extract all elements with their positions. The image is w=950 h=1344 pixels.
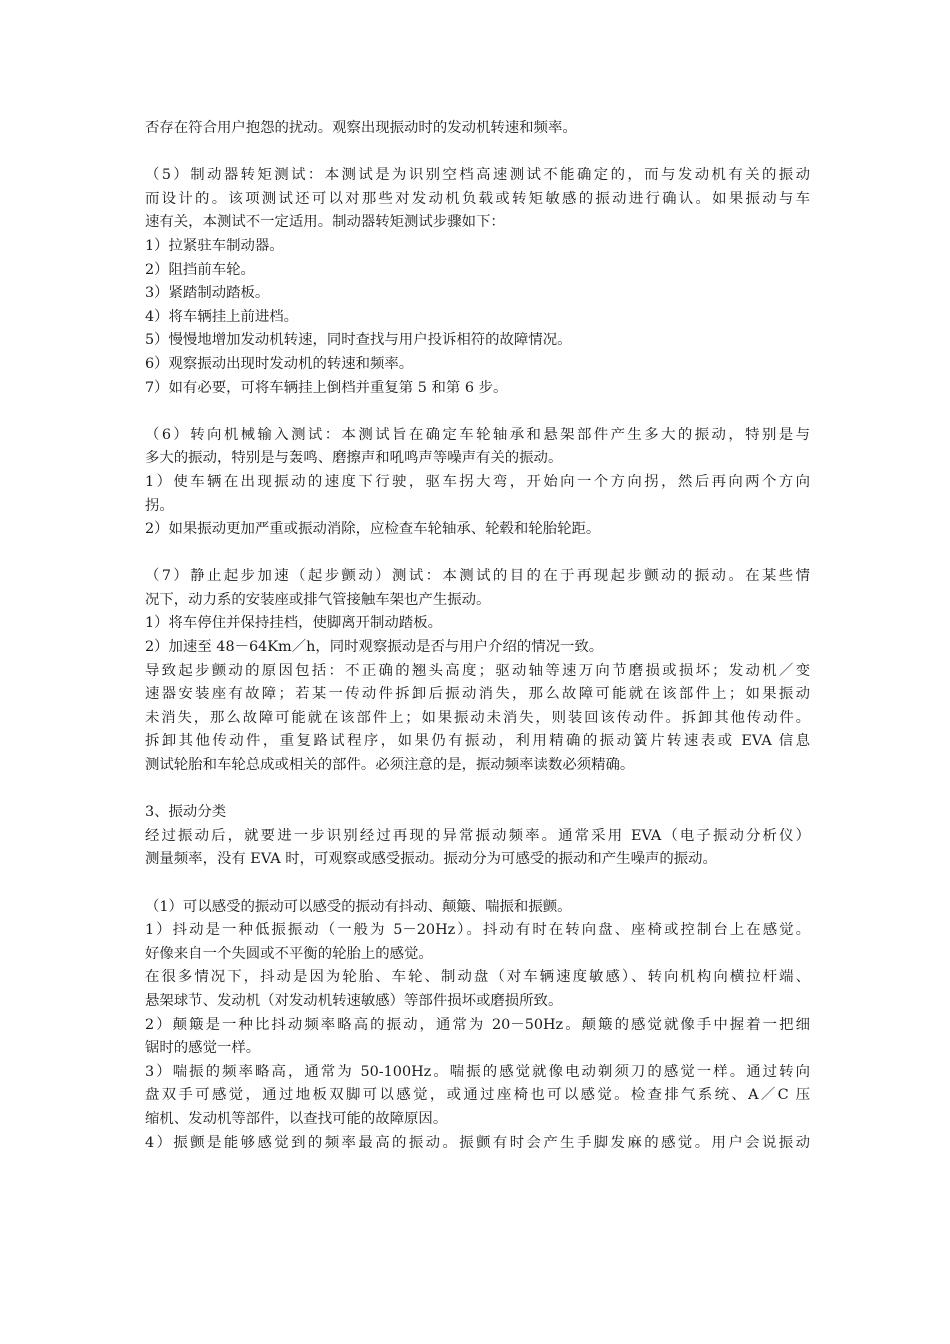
text-line: 悬架球节、发动机（对发动机转速敏感）等部件损坏或磨损所致。 bbox=[145, 992, 563, 1009]
paragraph-gap bbox=[145, 141, 810, 165]
text-line: 4）振颤是能够感觉到的频率最高的振动。振颤有时会产生手脚发麻的感觉。用户会说振动 bbox=[145, 1134, 810, 1151]
text-line: 2）阻挡前车轮。 bbox=[145, 261, 255, 278]
text-line: 速有关，本测试不一定适用。制动器转矩测试步骤如下： bbox=[145, 214, 505, 231]
text-line: 3）紧踏制动踏板。 bbox=[145, 285, 270, 302]
text-line: 多大的振动，特别是与轰鸣、磨擦声和吼鸣声等噪声有关的振动。 bbox=[145, 450, 563, 467]
text-line: （1）可以感受的振动可以感受的振动有抖动、颠簸、喘振和振颤。 bbox=[145, 898, 572, 915]
text-line: 5）慢慢地增加发动机转速，同时查找与用户投诉相符的故障情况。 bbox=[145, 332, 572, 349]
text-line: 拐。 bbox=[145, 497, 174, 514]
text-line: 缩机、发动机等部件，以查找可能的故障原因。 bbox=[145, 1110, 448, 1127]
text-line: 况下，动力系的安装座或排气管接触车架也产生振动。 bbox=[145, 591, 491, 608]
text-line: 经过振动后，就要进一步识别经过再现的异常振动频率。通常采用 EVA（电子振动分析仪） bbox=[145, 827, 810, 844]
text-line: 3）喘振的频率略高，通常为 50-100Hz。喘振的感觉就像电动剃须刀的感觉一样。通过转向 bbox=[145, 1063, 810, 1080]
text-line: 1）使车辆在出现振动的速度下行驶，驱车拐大弯，开始向一个方向拐，然后再向两个方向 bbox=[145, 473, 810, 490]
text-line: 1）拉紧驻车制动器。 bbox=[145, 237, 284, 254]
text-line: 未消失，那么故障可能就在该部件上；如果振动未消失，则装回该传动件。拆卸其他传动件。 bbox=[145, 709, 810, 726]
text-line: 否存在符合用户抱怨的扰动。观察出现振动时的发动机转速和频率。 bbox=[145, 120, 577, 136]
text-line: 速器安装座有故障；若某一传动件拆卸后振动消失，那么故障可能就在该部件上；如果振动 bbox=[145, 686, 810, 703]
text-line: 锯时的感觉一样。 bbox=[145, 1040, 261, 1057]
text-line: 4）将车辆挂上前进档。 bbox=[145, 308, 299, 325]
text-line: 2）加速至 48－64Km／h，同时观察振动是否与用户介绍的情况一致。 bbox=[145, 639, 604, 656]
text-line: 在很多情况下，抖动是因为轮胎、车轮、制动盘（对车辆速度敏感）、转向机构向横拉杆端、 bbox=[145, 969, 810, 986]
text-line: 测量频率，没有 EVA 时，可观察或感受振动。振动分为可感受的振动和产生噪声的振动。 bbox=[145, 851, 717, 868]
paragraph-gap bbox=[145, 400, 810, 424]
text-line: 拆卸其他传动件，重复路试程序，如果仍有振动，利用精确的振动簧片转速表或 EVA 信息 bbox=[145, 733, 810, 750]
paragraph-gap bbox=[145, 872, 810, 896]
text-line: 测试轮胎和车轮总成或相关的部件。必须注意的是，振动频率读数必须精确。 bbox=[145, 757, 635, 774]
text-line: （7）静止起步加速（起步颤动）测试：本测试的目的在于再现起步颤动的振动。在某些情 bbox=[145, 568, 810, 585]
text-line: 6）观察振动出现时发动机的转速和频率。 bbox=[145, 355, 414, 372]
document-body bbox=[145, 117, 810, 1155]
text-line: 7）如有必要，可将车辆挂上倒档并重复第 5 和第 6 步。 bbox=[145, 379, 508, 396]
text-line: 2）如果振动更加严重或振动消除，应检查车轮轴承、轮毂和轮胎轮距。 bbox=[145, 521, 601, 538]
text-line: （5）制动器转矩测试：本测试是为识别空档高速测试不能确定的，而与发动机有关的振动 bbox=[145, 167, 810, 184]
text-line: 1）将车停住并保持挂档，使脚离开制动踏板。 bbox=[145, 615, 442, 632]
text-line: 盘双手可感觉，通过地板双脚可以感觉，或通过座椅也可以感觉。检查排气系统、A／C 压 bbox=[145, 1087, 810, 1104]
text-line: 好像来自一个失圆或不平衡的轮胎上的感觉。 bbox=[145, 945, 433, 962]
paragraph-gap bbox=[145, 542, 810, 566]
text-line: 3、振动分类 bbox=[145, 804, 227, 821]
text-line: 导致起步颤动的原因包括：不正确的翘头高度；驱动轴等速万向节磨损或损坏；发动机／变 bbox=[145, 662, 810, 679]
text-line: （6）转向机械输入测试：本测试旨在确定车轮轴承和悬架部件产生多大的振动，特别是与 bbox=[145, 426, 810, 443]
text-line: 2）颠簸是一种比抖动频率略高的振动，通常为 20－50Hz。颠簸的感觉就像手中握着一把细 bbox=[145, 1016, 810, 1033]
text-line: 1）抖动是一种低振振动（一般为 5－20Hz）。抖动有时在转向盘、座椅或控制台上在感觉。 bbox=[145, 922, 810, 939]
paragraph-gap bbox=[145, 778, 810, 802]
text-line: 而设计的。该项测试还可以对那些对发动机负载或转矩敏感的振动进行确认。如果振动与车 bbox=[145, 190, 810, 207]
